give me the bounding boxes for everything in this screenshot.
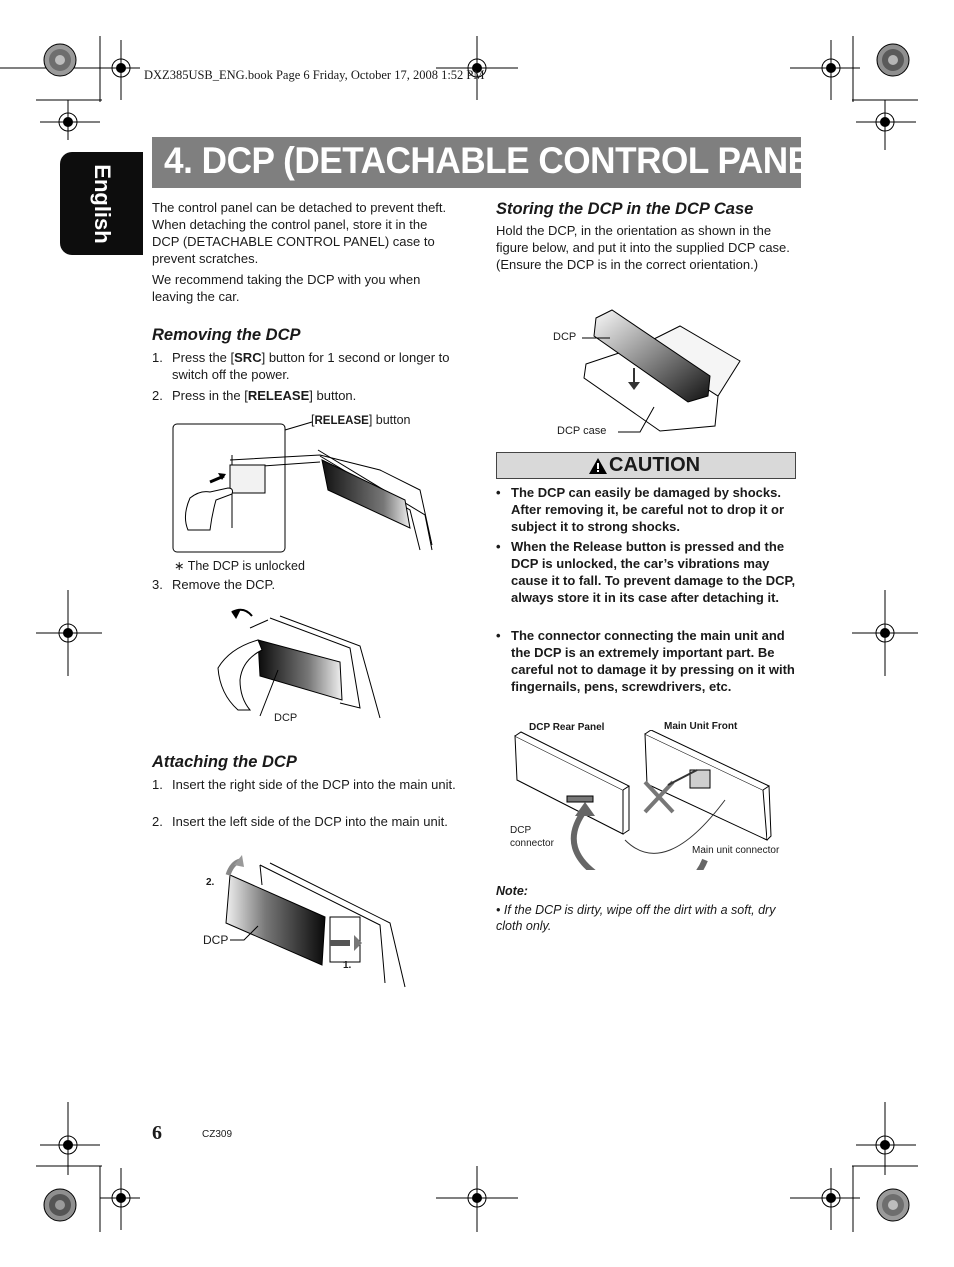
crosshair-icon [40,100,100,140]
title-bar [152,137,843,188]
color-target-icon [44,1189,76,1221]
crosshair-icon [36,590,102,676]
note-heading: Note: [496,884,528,898]
storing-heading: Storing the DCP in the DCP Case [496,200,754,218]
caution-label: CAUTION [609,454,701,476]
removing-heading: Removing the DCP [152,326,301,344]
crosshair-icon [40,1102,100,1175]
attach-step-1-marker: 1. [343,960,352,971]
caution-banner [496,452,796,479]
removing-step-1: 1. Press the [SRC] button for 1 second or longer to switch off the power. [152,350,450,382]
dcp-rear-panel-label: DCP Rear Panel [529,722,605,733]
model-code: CZ309 [202,1129,233,1140]
crosshair-icon [790,40,860,100]
attach-dcp-leader [230,924,260,944]
src-key: SRC [234,350,262,365]
color-target-icon [44,44,76,76]
release-key: RELEASE [247,388,310,403]
remove-figure [210,598,390,726]
crosshair-icon [100,1168,140,1230]
crosshair-icon [852,590,918,676]
attach-figure [220,855,410,990]
language-tab-label: English [89,163,115,244]
attaching-step-1: 1. Insert the right side of the DCP into the main unit. [152,777,456,792]
removing-step-3: 3. Remove the DCP. [152,577,276,592]
intro-paragraph-1: The control panel can be detached to prevent theft. When detaching the control panel, store it in the DCP (DETACHABLE CONTROL PANEL) case to prevent scratches. [152,200,447,266]
release-button-label: [RELEASE] button [311,413,411,427]
caution-item: • The connector connecting the main unit and the DCP is an extremely important part. Be careful not to damage it by pressing on it with fingernails, pens, screwdrivers, etc. [496,628,795,694]
attach-step-2-marker: 2. [206,877,215,888]
case-leader-lines [580,335,660,435]
dcp-connector-label: DCP connector [510,825,554,849]
storing-text: Hold the DCP, in the orientation as shown in the figure below, and put it into the supplied DCP case. (Ensure the DCP is in the correct orientation.) [496,223,790,272]
page-number: 6 [152,1122,162,1144]
intro-paragraph-2: We recommend taking the DCP with you when leaving the car. [152,272,421,304]
color-target-icon [877,1189,909,1221]
attach-dcp-label: DCP [203,933,229,947]
case-dcp-label: DCP [553,331,577,343]
release-figure [170,420,440,555]
remove-dcp-label: DCP [274,712,298,724]
crosshair-icon [790,1168,860,1230]
main-unit-front-label: Main Unit Front [664,721,738,732]
caution-item: • When the Release button is pressed and the DCP is unlocked, the car’s vibrations may cause it to fall. To prevent damage to the DCP, always store it in its case after detaching it. [496,539,796,605]
removing-step-2: 2. Press in the [RELEASE] button. [152,388,357,403]
attaching-step-2: 2. Insert the left side of the DCP into the main unit. [152,814,448,829]
case-label: DCP case [557,425,607,437]
book-info: DXZ385USB_ENG.book Page 6 Friday, October 17, 2008 1:52 PM [144,68,485,82]
crosshair-icon [856,100,916,150]
main-unit-connector-label: Main unit connector [692,845,780,856]
caution-item: • The DCP can easily be damaged by shocks. After removing it, be careful not to drop it or subject it to strong shocks. [496,485,785,534]
crosshair-icon [856,1102,916,1175]
crosshair-icon [436,1166,518,1232]
note-text: • If the DCP is dirty, wipe off the dirt with a soft, dry cloth only. [496,903,776,933]
warning-icon [589,458,607,474]
language-tab [60,152,143,255]
color-target-icon [877,44,909,76]
attaching-heading: Attaching the DCP [152,753,297,771]
page-title: 4. DCP (DETACHABLE CONTROL PANEL) [164,140,843,181]
unlocked-note: ∗ The DCP is unlocked [174,559,305,573]
